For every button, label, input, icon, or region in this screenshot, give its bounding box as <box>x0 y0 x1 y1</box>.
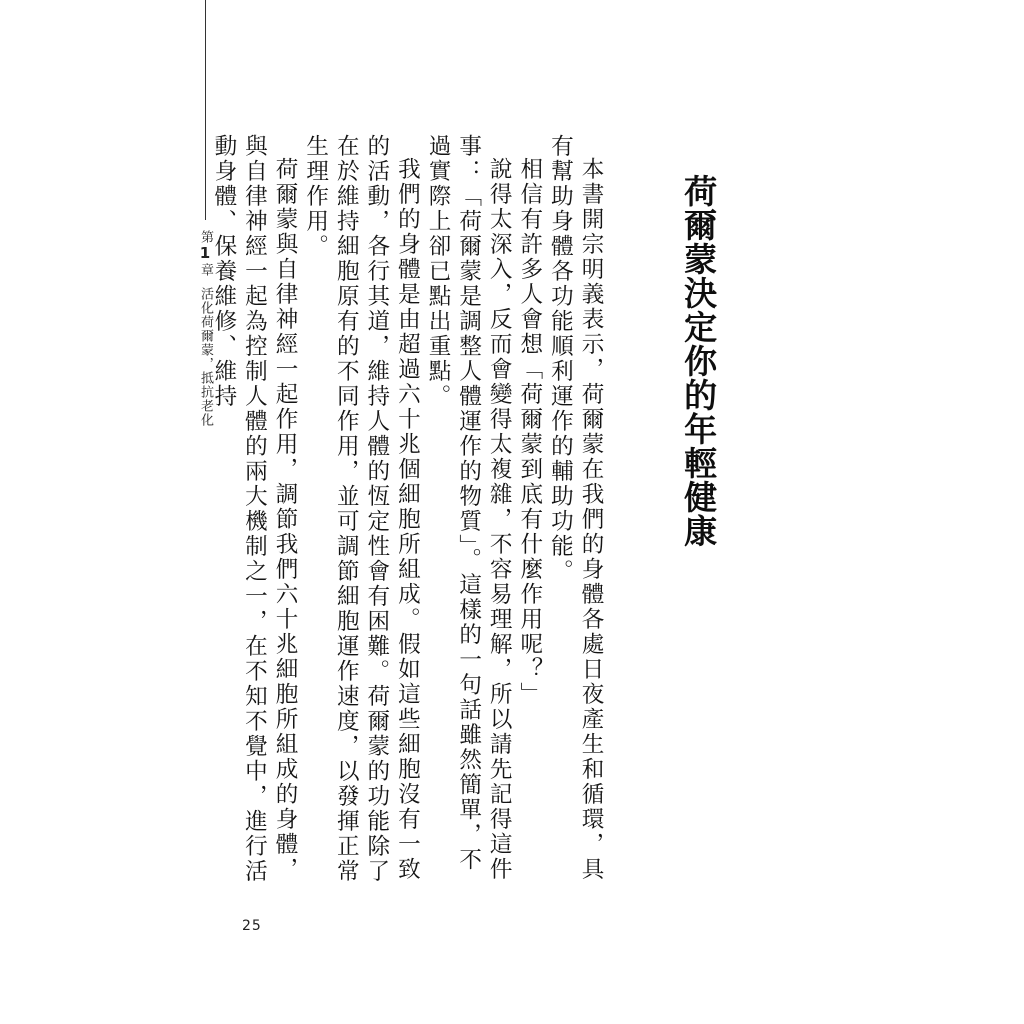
chapter-label-post: 章 <box>198 263 213 277</box>
side-rule <box>205 0 206 220</box>
chapter-label-pre: 第 <box>198 230 213 244</box>
paragraph-3: 說得太深入，反而會變得太複雜，不容易理解，所以請先記得這件事：「荷爾蒙是調整人體運作的物質」。這樣的一句話雖然簡單，不過實際上卻已點出重點。 <box>425 134 513 882</box>
paragraph-5: 荷爾蒙與自律神經一起作用，調節我們六十兆細胞所組成的身體，與自律神經一起為控制人體的兩大機制之一，在不知不覺中，進行活動身體、保養維修、維持 <box>210 134 299 884</box>
paragraph-2: 相信有許多人會想「荷爾蒙到底有什麼作用呢？」 <box>516 156 543 707</box>
paragraph-4: 我們的身體是由超過六十兆個細胞所組成。假如這些細胞沒有一致的活動，各行其道，維持人體的恆定性會有困難。荷爾蒙的功能除了在於維持細胞原有的不同作用，並可調節細胞運作速度，以發揮正常生理作用。 <box>302 134 421 884</box>
chapter-title: 活化荷爾蒙，抵抗老化 <box>198 287 213 427</box>
paragraph-1: 本書開宗明義表示，荷爾蒙在我們的身體各處日夜產生和循環，具有幫助身體各功能順利運作的輔助功能。 <box>547 134 604 882</box>
chapter-number: 1 <box>196 244 214 263</box>
page-number: 25 <box>242 918 262 934</box>
section-title: 荷爾蒙決定你的年輕健康 <box>679 174 719 548</box>
body-text <box>210 134 606 894</box>
